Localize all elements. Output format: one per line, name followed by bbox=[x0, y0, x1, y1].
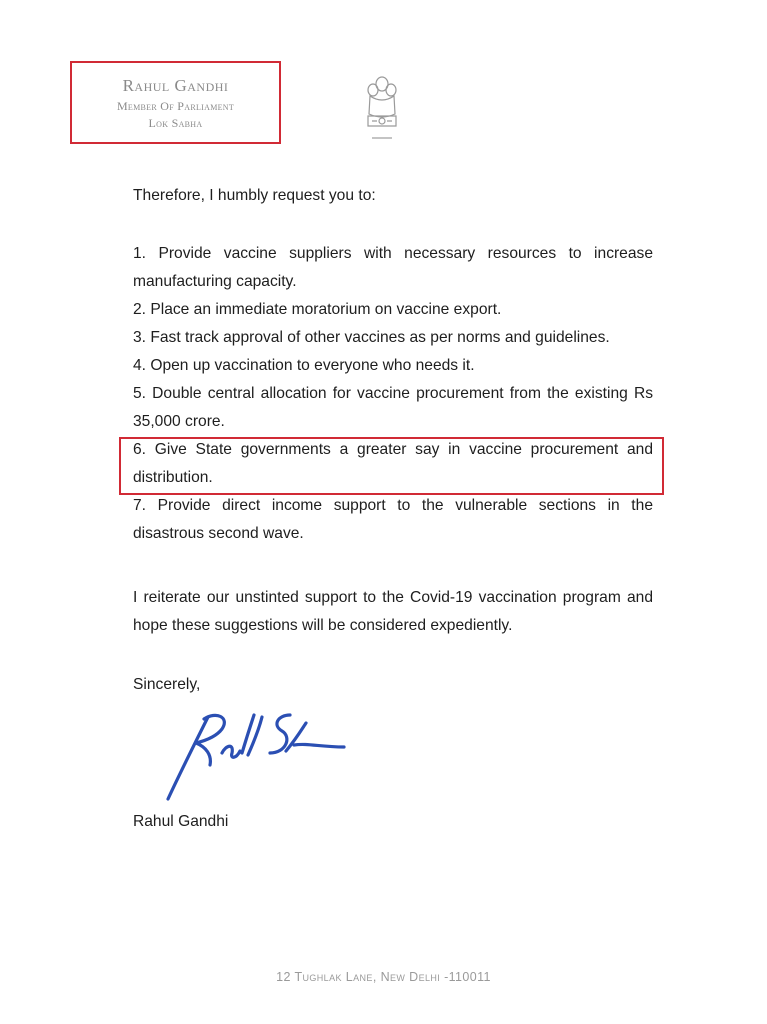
request-list bbox=[133, 240, 653, 548]
list-item: 1. Provide vaccine suppliers with necessary resources to increase manufacturing capacity. bbox=[133, 245, 653, 290]
list-item: 4. Open up vaccination to everyone who needs it. bbox=[133, 357, 475, 374]
list-item: 2. Place an immediate moratorium on vaccine export. bbox=[133, 301, 502, 318]
list-item: 6. Give State governments a greater say in vaccine procurement and distribution. bbox=[133, 441, 653, 486]
letterhead-house: Lok Sabha bbox=[148, 116, 203, 130]
letterhead-role: Member Of Parliament bbox=[116, 99, 235, 113]
footer-address: 12 Tughlak Lane, New Delhi -110011 bbox=[276, 970, 491, 984]
list-item: 3. Fast track approval of other vaccines as per norms and guidelines. bbox=[133, 329, 610, 346]
signoff: Sincerely, bbox=[133, 676, 201, 693]
list-item: 7. Provide direct income support to the vulnerable sections in the disastrous second wave. bbox=[133, 497, 653, 542]
signatory-name: Rahul Gandhi bbox=[133, 813, 229, 830]
list-item: 5. Double central allocation for vaccine procurement from the existing Rs 35,000 crore. bbox=[133, 385, 653, 430]
letterhead-name: Rahul Gandhi bbox=[122, 76, 229, 95]
highlight-box bbox=[119, 437, 664, 495]
national-emblem-icon bbox=[362, 70, 402, 150]
signature-image bbox=[160, 703, 360, 805]
closing-paragraph: I reiterate our unstinted support to the Covid-19 vaccination program and hope these suggestions will be considered expediently. bbox=[133, 589, 653, 634]
intro-line: Therefore, I humbly request you to: bbox=[133, 187, 376, 204]
letterhead-box bbox=[70, 61, 281, 144]
